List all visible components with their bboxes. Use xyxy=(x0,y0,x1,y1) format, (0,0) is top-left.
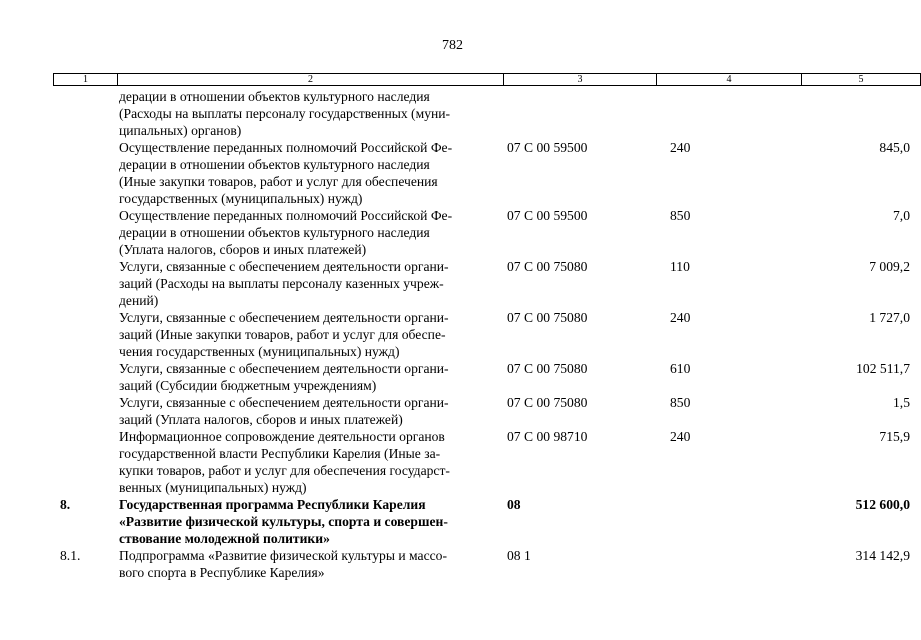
column-header-table xyxy=(53,73,921,86)
column-header-4: 4 xyxy=(657,74,802,86)
row-budget-code: 08 xyxy=(507,497,521,512)
table-row xyxy=(53,547,915,581)
row-expense-type: 240 xyxy=(670,310,691,325)
column-header-1: 1 xyxy=(54,74,118,86)
table-row xyxy=(53,258,915,309)
row-description: Осуществление переданных полномочий Российской Фе- дерации в отношении объектов культурного наследия (Иные закупки товаров, работ и услуг для обеспечения государственных (муниципальных) нужд) xyxy=(119,140,453,206)
row-expense-type xyxy=(653,88,797,139)
row-description: Подпрограмма «Развитие физической культуры и массо- вого спорта в Республике Карелия» xyxy=(119,548,447,580)
row-amount: 102 511,7 xyxy=(856,361,910,376)
row-amount: 314 142,9 xyxy=(855,548,910,563)
budget-table-body xyxy=(53,88,915,581)
row-budget-code: 07 С 00 75080 xyxy=(507,259,588,274)
row-budget-code: 08 1 xyxy=(507,548,531,563)
table-row xyxy=(53,88,915,139)
row-number: 8. xyxy=(60,497,71,512)
row-budget-code: 07 С 00 75080 xyxy=(507,395,588,410)
table-row xyxy=(53,496,915,547)
row-description: Услуги, связанные с обеспечением деятельности органи- заций (Расходы на выплаты персоналу казенных учреж- дений) xyxy=(119,259,449,308)
table-row xyxy=(53,309,915,360)
row-expense-type: 850 xyxy=(670,395,691,410)
table-row xyxy=(53,360,915,394)
row-amount: 512 600,0 xyxy=(855,497,910,512)
row-amount: 7 009,2 xyxy=(869,259,910,274)
row-description: дерации в отношении объектов культурного наследия (Расходы на выплаты персоналу государственных (муни- ципальных) органов) xyxy=(119,89,451,138)
row-expense-type: 240 xyxy=(670,429,691,444)
row-amount: 1,5 xyxy=(893,395,910,410)
table-row xyxy=(53,207,915,258)
row-description: Государственная программа Республики Карелия «Развитие физической культуры, спорта и совершен- ствование молодежной политики» xyxy=(119,497,448,546)
column-header-2: 2 xyxy=(118,74,504,86)
row-budget-code: 07 С 00 75080 xyxy=(507,361,588,376)
row-budget-code: 07 С 00 59500 xyxy=(507,208,588,223)
row-description: Информационное сопровождение деятельности органов государственной власти Республики Карелия (Иные за- купки товаров, работ и услуг для обеспечения государст- венных (муниципальных) нужд) xyxy=(119,429,450,495)
row-expense-type: 610 xyxy=(670,361,691,376)
row-expense-type: 240 xyxy=(670,140,691,155)
budget-table xyxy=(53,88,915,581)
row-budget-code: 07 С 00 75080 xyxy=(507,310,588,325)
row-expense-type xyxy=(653,547,797,581)
row-budget-code xyxy=(501,88,653,139)
row-amount: 1 727,0 xyxy=(869,310,910,325)
row-expense-type xyxy=(653,496,797,547)
row-budget-code: 07 С 00 59500 xyxy=(507,140,588,155)
page-number: 782 xyxy=(442,38,463,53)
row-number xyxy=(53,207,116,258)
row-number: 8.1. xyxy=(60,548,81,563)
column-header-row xyxy=(54,74,921,86)
row-amount: 845,0 xyxy=(879,140,910,155)
row-number xyxy=(53,428,116,496)
row-amount: 7,0 xyxy=(893,208,910,223)
table-row xyxy=(53,428,915,496)
row-description: Услуги, связанные с обеспечением деятельности органи- заций (Уплата налогов, сборов и иных платежей) xyxy=(119,395,449,427)
table-row xyxy=(53,139,915,207)
row-expense-type: 850 xyxy=(670,208,691,223)
column-header-5: 5 xyxy=(802,74,921,86)
row-description: Услуги, связанные с обеспечением деятельности органи- заций (Иные закупки товаров, работ и услуг для обеспе- чения государственных (муниципальных) нужд) xyxy=(119,310,449,359)
row-number xyxy=(53,139,116,207)
row-number xyxy=(53,360,116,394)
row-number xyxy=(53,88,116,139)
row-budget-code: 07 С 00 98710 xyxy=(507,429,588,444)
row-expense-type: 110 xyxy=(670,259,690,274)
row-amount xyxy=(797,88,915,139)
row-number xyxy=(53,394,116,428)
table-row xyxy=(53,394,915,428)
column-header-3: 3 xyxy=(504,74,657,86)
row-description: Осуществление переданных полномочий Российской Фе- дерации в отношении объектов культурного наследия (Уплата налогов, сборов и иных платежей) xyxy=(119,208,453,257)
row-amount: 715,9 xyxy=(879,429,910,444)
row-number xyxy=(53,309,116,360)
row-number xyxy=(53,258,116,309)
row-description: Услуги, связанные с обеспечением деятельности органи- заций (Субсидии бюджетным учреждениям) xyxy=(119,361,449,393)
